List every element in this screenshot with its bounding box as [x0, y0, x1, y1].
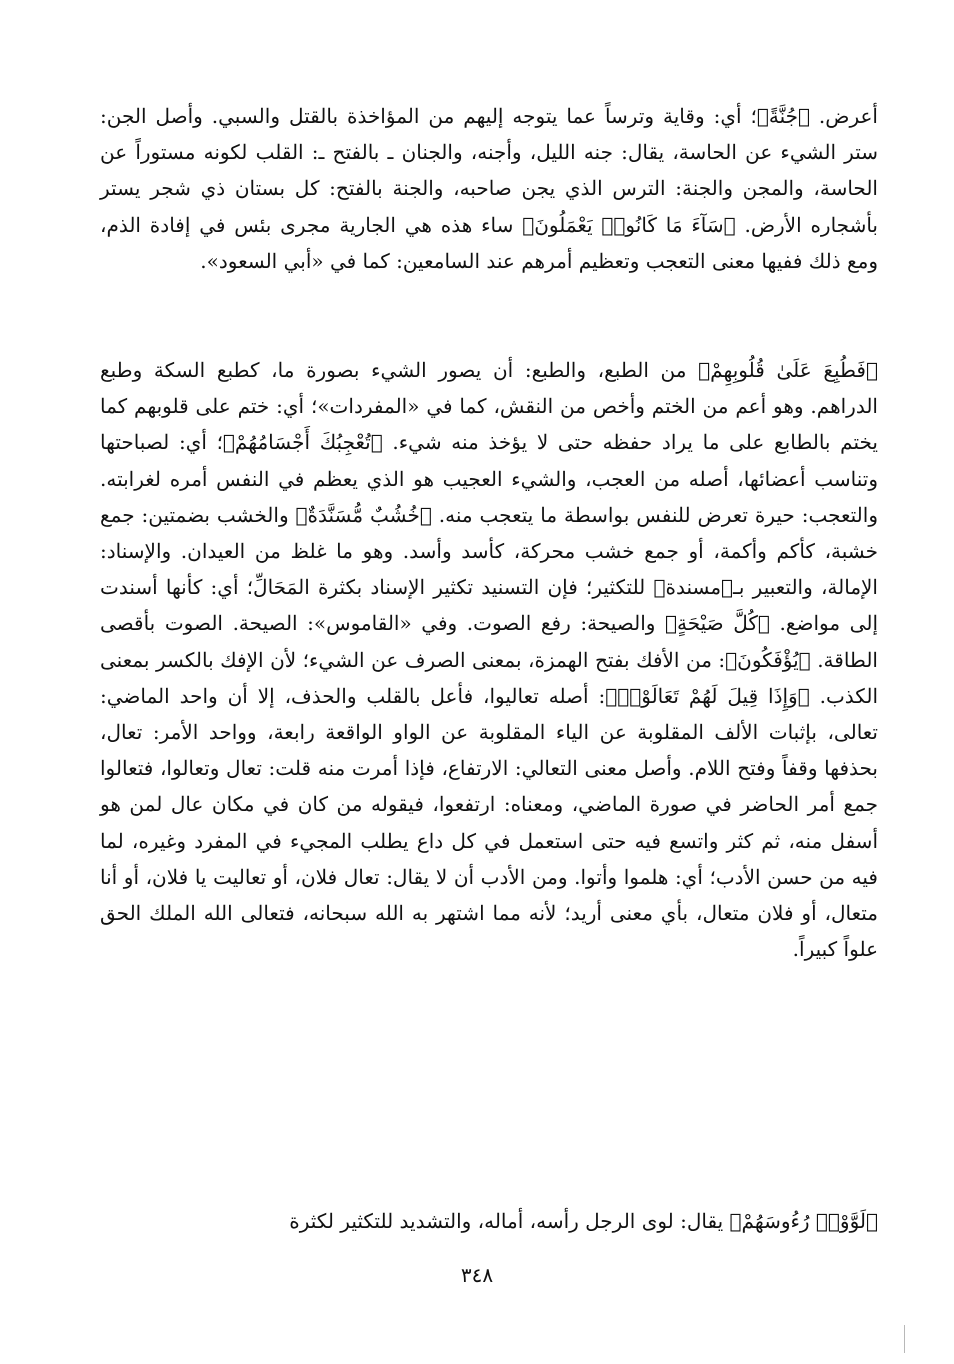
paragraph-2-text: ﴿فَطُبِعَ عَلَىٰ قُلُوبِهِمْ﴾ من الطبع، والطبع: أن يصور الشيء بصورة ما، كطبع السكة وطبع الدراهم. وهو أعم من الختم وأخص من النقش، كما في «المفردات»؛ أي: ختم على قلوبهم كما يختم بالطابع على ما يراد حفظه حتى لا يؤخذ منه شيء. ﴿تُعْجِبُكَ أَجْسَامُهُمْ﴾؛ أي: لصباحتها وتناسب أعضائها، أصله من العجب، والشيء العجيب هو الذي يعظم في النفس أمره لغرابته. والتعجب: حيرة تعرض للنفس بواسطة ما يتعجب منه. ﴿خُشُبٌ مُّسَنَّدَةٌ﴾ والخشب بضمتين: جمع خشبة، كأكم وأكمة، أو جمع خشب محركة، كأسد وأسد. وهو ما غلظ من العيدان. والإسناد: الإمالة، والتعبير بـ﴿مسندة﴾ للتكثير؛ فإن التسنيد تكثير الإسناد بكثرة المَحَالِّ؛ أي: كأنها أسندت إلى مواضع. ﴿كُلَّ صَيْحَةٍ﴾ والصيحة: رفع الصوت. وفي «القاموس»: الصيحة. الصوت بأقصى الطاقة. ﴿يُؤْفَكُونَ﴾: من الأفك بفتح الهمزة، بمعنى الصرف عن الشيء؛ لأن الإفك بالكسر بمعنى الكذب. ﴿وَإِذَا قِيلَ لَهُمْ تَعَالَوْا۟﴾: أصله تعاليوا، فأعل بالقلب والحذف، إلا أن واحد الماضي: تعالى، بإثبات الألف المقلوبة عن الياء المقلوبة عن الواو الواقعة رابعة، وواحد الأمر: تعال، بحذفها وقفاً وفتح اللام. وأصل معنى التعالي: الارتفاع، فإذا أمرت منه قلت: تعال وتعالوا، فتعالوا جمع أمر الحاضر في صورة الماضي، ومعناه: ارتفعوا، فيقوله من كان في مكان عال لمن هو أسفل منه، ثم كثر واتسع فيه حتى استعمل في كل داع يطلب المجيء في المفرد وغيره، لما فيه من حسن الأدب؛ أي: هلموا وأتوا. ومن الأدب أن لا يقال: تعال فلان، أو تعاليت يا فلان، أو أنا متعال، أو فلان متعال، بأي معنى أريد؛ لأنه مما اشتهر به الله سبحانه، فتعالى الله الملك الحق علواً كبيراً. [100, 358, 878, 962]
paragraph-3-text: ﴿لَوَّوْا۟ رُءُوسَهُمْ﴾ يقال: لوى الرجل رأسه، أماله، والتشديد للتكثير لكثرة [289, 1209, 878, 1233]
scan-edge-mark [904, 1325, 905, 1353]
paragraph-1 [100, 98, 878, 279]
paragraph-3 [100, 1203, 878, 1239]
paragraph-2 [100, 352, 878, 967]
paragraph-1-text: أعرض. ﴿جُنَّةً﴾؛ أي: وقاية وترساً عما يتوجه إليهم من المؤاخذة بالقتل والسبي. وأصل الجن: ستر الشيء عن الحاسة، يقال: جنه الليل، وأجنه، والجنان ـ بالفتح ـ: القلب لكونه مستوراً عن الحاسة، والمجن والجنة: الترس الذي يجن صاحبه، والجنة بالفتح: كل بستان ذي شجر يستر بأشجاره الأرض. ﴿سَآءَ مَا كَانُوا۟ يَعْمَلُونَ﴾ ساء هذه هي الجارية مجرى بئس في إفادة الذم، ومع ذلك ففيها معنى التعجب وتعظيم أمرهم عند السامعين: كما في «أبي السعود». [100, 104, 878, 273]
page-number: ٣٤٨ [460, 1263, 494, 1287]
